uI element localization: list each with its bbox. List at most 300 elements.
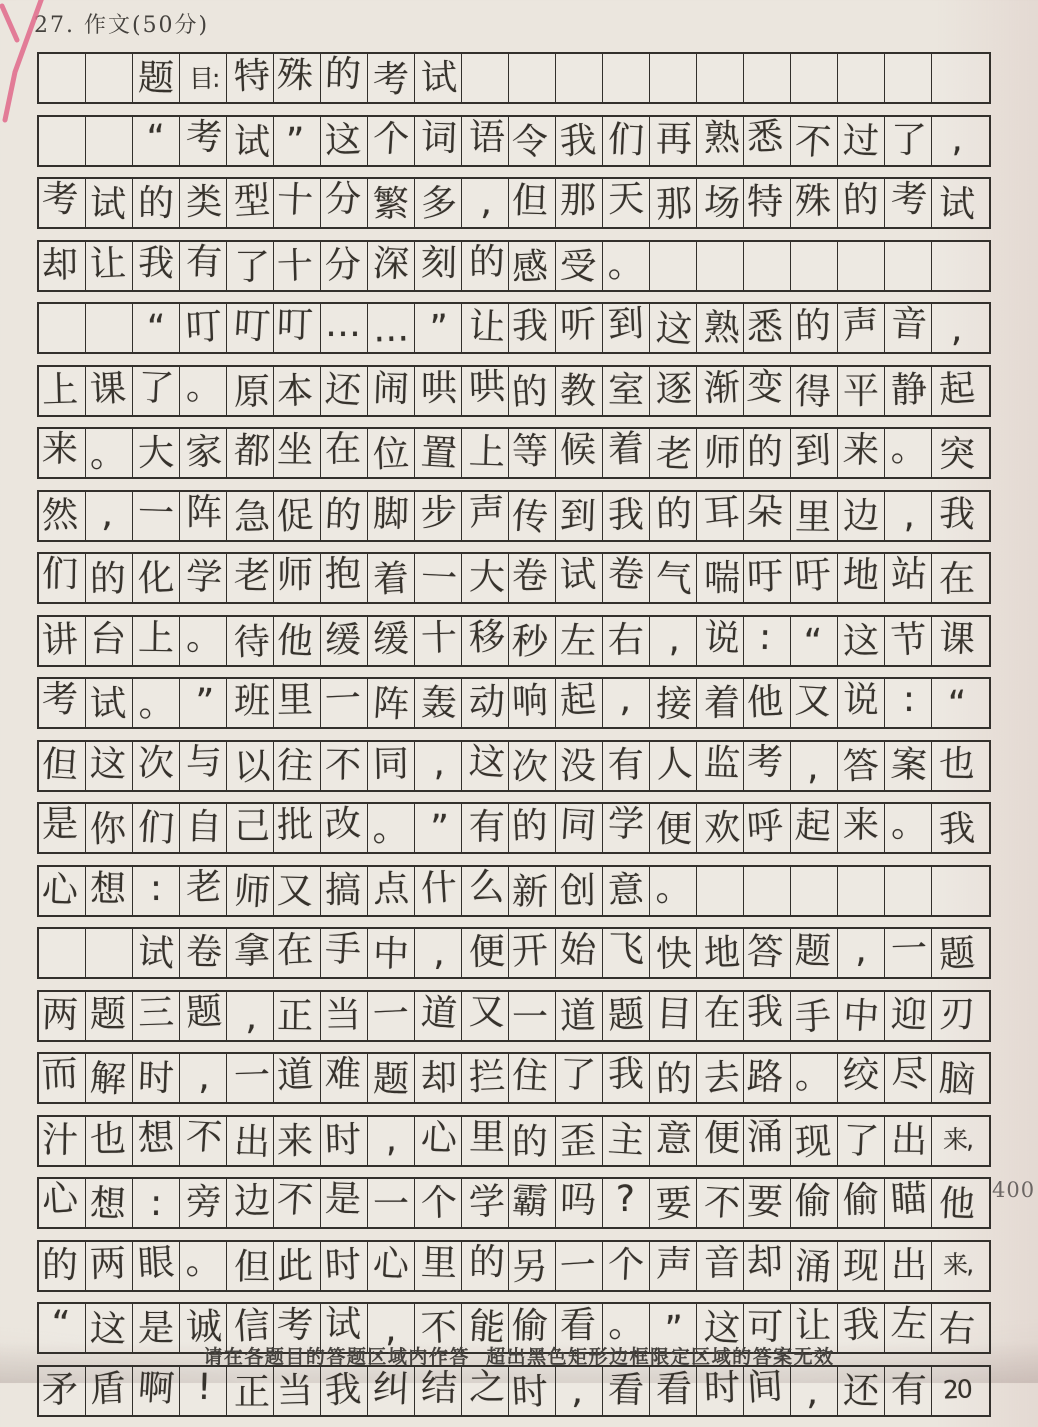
grid-cell [744,1054,791,1102]
grid-cell [509,429,556,477]
grid-cell [321,1367,368,1415]
handwritten-char: 瞄 [889,1177,929,1222]
grid-cell [39,992,86,1040]
grid-cell [227,929,274,977]
handwritten-char: 绞 [842,1054,880,1097]
grid-cell [274,554,321,602]
grid-cell [509,867,556,915]
grid-cell [885,1179,932,1227]
grid-cell [791,867,838,915]
grid-cell [321,992,368,1040]
handwritten-char: 一 [324,678,362,721]
grid-cell [838,1242,885,1290]
handwritten-char: 刃 [938,993,975,1035]
grid-cell [556,429,603,477]
handwritten-char: 解 [88,1057,128,1102]
handwritten-char: 到 [559,494,597,538]
handwritten-char: 来, [942,1249,972,1280]
handwritten-char: 有 [890,1369,928,1411]
handwritten-char: 熟 [703,117,741,159]
handwritten-char: 候 [559,429,597,472]
handwritten-char: 。 [185,366,223,408]
grid-cell [885,304,932,352]
handwritten-char: 气 [655,558,693,601]
grid-cell [885,929,932,977]
grid-cell [603,804,650,852]
handwritten-char: ? [616,1178,636,1221]
grid-row [37,302,991,354]
handwritten-char: 变 [745,365,785,409]
handwritten-char: 的 [468,241,506,283]
grid-cell [744,1242,791,1290]
grid-cell [885,679,932,727]
handwritten-char: 题 [606,993,646,1037]
handwritten-char: 置 [419,431,459,476]
grid-cell [133,429,180,477]
grid-cell [744,554,791,602]
grid-cell [650,617,697,665]
grid-cell [39,1367,86,1415]
handwritten-char: 上 [137,617,175,659]
grid-cell [556,1242,603,1290]
handwritten-char: ” [663,1308,685,1351]
grid-cell [86,1179,133,1227]
handwritten-char: 响 [511,680,549,723]
grid-cell [133,804,180,852]
grid-cell [415,1179,462,1227]
grid-cell [368,304,415,352]
handwritten-char: 教 [559,369,597,413]
grid-cell [650,1054,697,1102]
grid-cell [321,867,368,915]
grid-cell [86,367,133,415]
grid-cell [932,117,978,165]
handwritten-char: 一 [372,992,410,1036]
grid-cell [86,54,133,102]
handwritten-char: 心 [41,868,79,912]
handwritten-char: 尽 [890,1053,928,1096]
handwritten-char: 左 [889,1302,929,1347]
grid-cell [462,304,509,352]
grid-row [37,740,991,792]
grid-cell [274,429,321,477]
handwritten-char: 还 [323,368,363,412]
handwritten-char: 的 [137,183,174,224]
handwritten-char: 我 [938,808,976,851]
grid-cell [509,617,556,665]
grid-cell [227,1179,274,1227]
grid-cell [227,492,274,540]
grid-cell [462,992,509,1040]
grid-cell [321,679,368,727]
handwritten-char: 让 [468,306,506,349]
grid-cell [462,804,509,852]
grid-cell [650,742,697,790]
handwritten-char: 悉 [746,307,783,348]
grid-cell [86,554,133,602]
grid-cell [180,929,227,977]
handwritten-char: 同 [372,743,410,785]
grid-cell [650,554,697,602]
handwritten-char: 开 [510,929,550,974]
handwritten-char: 这 [467,740,507,784]
handwritten-char: , [480,181,495,224]
handwritten-char: 快 [655,933,693,976]
grid-cell [274,179,321,227]
grid-cell [133,1367,180,1415]
grid-cell [321,117,368,165]
handwritten-char: 来 [841,428,881,473]
handwritten-char: 盾 [89,1367,127,1411]
handwritten-char: 便 [655,809,692,850]
handwritten-char: 吁 [793,554,833,599]
grid-row [37,240,991,292]
grid-cell [227,867,274,915]
handwritten-char: 里 [420,1241,458,1285]
handwritten-char: 十 [276,179,314,222]
grid-cell [274,492,321,540]
handwritten-char: 师 [276,555,313,596]
grid-cell [180,1117,227,1165]
grid-cell [180,742,227,790]
handwritten-char: 听 [559,304,597,347]
handwritten-char: 得 [794,370,832,414]
grid-cell [133,492,180,540]
grid-cell [274,304,321,352]
grid-cell [227,1367,274,1415]
handwritten-char: : [902,679,916,720]
handwritten-char: 。 [185,616,223,658]
grid-cell [697,429,744,477]
handwritten-char: 试 [89,183,127,226]
grid-cell [133,992,180,1040]
handwritten-char: 的 [89,558,127,601]
grid-cell [321,54,368,102]
handwritten-char: 左 [559,620,597,662]
handwritten-char: 我 [323,1368,363,1412]
grid-cell [932,1054,978,1102]
grid-cell [791,1242,838,1290]
grid-cell [744,242,791,290]
handwritten-char: 心 [420,1116,458,1160]
grid-cell [603,179,650,227]
grid-cell [932,429,978,477]
grid-cell [415,867,462,915]
handwritten-char: 特 [746,181,784,224]
grid-cell [509,929,556,977]
handwritten-char: 让 [89,242,127,286]
grid-cell [133,367,180,415]
handwritten-char: 拦 [468,1056,506,1099]
handwritten-char: 题 [372,1058,410,1101]
handwritten-char: 考 [889,177,929,222]
grid-cell [39,1179,86,1227]
grid-cell [39,804,86,852]
handwritten-char: 的 [842,179,880,222]
grid-cell [556,992,603,1040]
handwritten-char: 然 [41,493,79,537]
handwritten-char: 师 [703,432,741,475]
grid-cell [415,117,462,165]
handwritten-char: 人 [654,742,694,786]
handwritten-char: 不 [793,120,833,164]
grid-cell [321,929,368,977]
grid-cell [603,1179,650,1227]
handwritten-char: 耳 [702,491,742,535]
handwritten-char: 学 [467,1180,507,1225]
handwritten-char: 课 [938,617,976,661]
grid-cell [838,617,885,665]
grid-cell [556,554,603,602]
grid-cell [509,679,556,727]
handwritten-char: 有 [185,240,223,284]
grid-cell [885,804,932,852]
handwritten-char: 不 [702,1181,742,1226]
grid-cell [603,54,650,102]
handwritten-char: 去 [702,1056,742,1101]
handwritten-char: 十 [276,244,314,288]
grid-cell [650,867,697,915]
handwritten-char: 出 [890,1119,928,1161]
grid-cell [133,117,180,165]
grid-cell [791,992,838,1040]
grid-cell [697,804,744,852]
grid-cell [227,1054,274,1102]
grid-cell [838,429,885,477]
handwritten-char: 眼 [136,1241,176,1285]
handwritten-char: 己 [233,806,270,847]
handwritten-char: , [383,1118,398,1160]
grid-cell [39,429,86,477]
handwritten-char: 不 [420,1307,458,1350]
grid-cell [744,492,791,540]
handwritten-char: 便 [703,1117,740,1159]
handwritten-char: 坐 [276,429,314,472]
handwritten-char: 手 [323,927,363,972]
grid-cell [885,617,932,665]
handwritten-char: ” [285,120,305,162]
handwritten-char: 也 [89,1118,127,1160]
grid-cell [133,242,180,290]
handwritten-char: 20 [942,1374,972,1405]
grid-cell [509,1242,556,1290]
grid-cell [791,429,838,477]
handwritten-char: 的 [41,1244,78,1286]
grid-cell [462,679,509,727]
grid-cell [368,992,415,1040]
handwritten-char: 们 [136,806,176,851]
grid-cell [368,617,415,665]
grid-cell [885,1054,932,1102]
handwritten-char: 但 [511,180,549,223]
grid-cell [39,54,86,102]
handwritten-char: 信 [232,1304,272,1349]
grid-cell [744,742,791,790]
handwritten-char: ! [196,1366,212,1408]
handwritten-char: 的 [746,431,784,474]
handwritten-char: 题 [89,993,126,1035]
handwritten-char: 他 [746,681,784,724]
handwritten-char: 学 [607,803,645,846]
handwritten-char: 路 [746,1056,784,1099]
grid-cell [321,367,368,415]
grid-cell [227,304,274,352]
grid-cell [885,179,932,227]
handwritten-char: 歪 [559,1119,597,1163]
grid-cell [556,1179,603,1227]
handwritten-char: , [245,996,259,1038]
handwritten-char: 卷 [606,552,646,597]
handwritten-char: 以 [232,745,272,789]
handwritten-char: 促 [275,494,315,538]
grid-cell [556,1054,603,1102]
grid-cell [39,1054,86,1102]
handwritten-char: 这 [89,742,127,786]
grid-cell [227,804,274,852]
handwritten-char: 我 [842,1304,880,1347]
grid-cell [462,554,509,602]
handwritten-char: 待 [233,620,271,664]
grid-cell [838,1367,885,1415]
grid-cell [603,117,650,165]
handwritten-char: 呼 [745,805,785,850]
grid-cell [180,679,227,727]
grid-cell [838,1054,885,1102]
grid-cell [603,429,650,477]
grid-cell [227,554,274,602]
grid-cell [133,1179,180,1227]
handwritten-char: 又 [793,679,833,724]
grid-cell [180,429,227,477]
handwritten-char: 轰 [420,682,458,725]
grid-cell [274,1179,321,1227]
handwritten-char: 出 [233,1120,271,1164]
handwritten-char: 。 [654,867,694,911]
handwritten-char: 两 [41,993,79,1037]
grid-row [37,990,991,1042]
grid-cell [556,367,603,415]
grid-cell [603,492,650,540]
grid-cell [932,1242,978,1290]
grid-cell [556,304,603,352]
handwritten-char: … [325,304,361,345]
grid-cell [932,929,978,977]
handwritten-char: “ [49,1303,71,1346]
grid-cell [86,1117,133,1165]
handwritten-char: , [902,494,916,536]
grid-cell [86,929,133,977]
grid-cell [838,992,885,1040]
grid-cell [274,367,321,415]
handwritten-char: 了 [233,246,270,288]
handwritten-char: 意 [607,868,645,912]
handwritten-char: 上 [41,368,79,412]
handwritten-char: 涌 [793,1245,833,1289]
handwritten-char: , [806,746,820,788]
grid-row [37,1052,991,1104]
grid-cell [697,1367,744,1415]
handwritten-char: 是 [324,1178,362,1221]
handwritten-char: 突 [938,434,975,475]
handwritten-char: 闹 [372,367,410,411]
handwritten-char: 主 [606,1118,646,1162]
handwritten-char: 再 [655,118,693,160]
handwritten-char: 啊 [136,1366,176,1410]
handwritten-char: 的 [655,1058,693,1101]
handwritten-char: 在 [276,929,314,972]
handwritten-char: 不 [324,744,362,786]
handwritten-char: 没 [559,745,596,787]
handwritten-char: 这 [89,1308,127,1351]
handwritten-char: 改 [323,802,363,847]
handwritten-char: 个 [371,117,411,161]
grid-cell [791,304,838,352]
grid-cell [697,54,744,102]
grid-cell [180,242,227,290]
grid-cell [133,742,180,790]
handwritten-char: 阵 [185,491,222,533]
grid-cell [321,804,368,852]
handwritten-char: ” [428,307,450,350]
grid-cell [697,179,744,227]
grid-cell [932,54,978,102]
grid-cell [86,992,133,1040]
grid-cell [744,117,791,165]
grid-cell [368,492,415,540]
grid-cell [274,617,321,665]
grid-cell [838,492,885,540]
grid-cell [133,54,180,102]
handwritten-char: 搞 [324,869,361,911]
handwritten-char: “ [803,621,823,663]
handwritten-char: 试 [559,554,597,597]
answer-area-footer-note: 请在各题目的答题区域内作答 超出黑色矩形边框限定区域的答案无效 [203,1346,835,1368]
grid-cell [791,1054,838,1102]
grid-cell [697,1242,744,1290]
grid-cell [321,742,368,790]
grid-row [37,427,991,479]
grid-cell [462,179,509,227]
grid-cell [603,242,650,290]
grid-cell [509,54,556,102]
handwritten-char: 有 [607,743,645,787]
grid-row [37,802,991,854]
handwritten-char: 分 [324,178,362,221]
handwritten-char: 在 [324,428,362,471]
handwritten-char: 平 [842,370,879,412]
grid-cell [227,679,274,727]
grid-cell [86,117,133,165]
grid-cell [791,804,838,852]
grid-cell [39,679,86,727]
handwritten-char: 里 [468,1116,506,1158]
handwritten-char: 在 [703,992,741,1034]
grid-cell [368,679,415,727]
grid-cell [274,1242,321,1290]
handwritten-char: 拿 [233,930,271,973]
grid-cell [415,1054,462,1102]
grid-cell [368,367,415,415]
handwritten-char: 老 [185,865,223,909]
grid-cell [791,492,838,540]
grid-cell [39,617,86,665]
handwritten-char: 另 [511,1245,549,1289]
handwritten-char: 们 [607,118,645,162]
grid-cell [368,179,415,227]
grid-cell [509,304,556,352]
handwritten-char: 地 [842,554,880,597]
handwritten-char: 阵 [371,682,411,727]
